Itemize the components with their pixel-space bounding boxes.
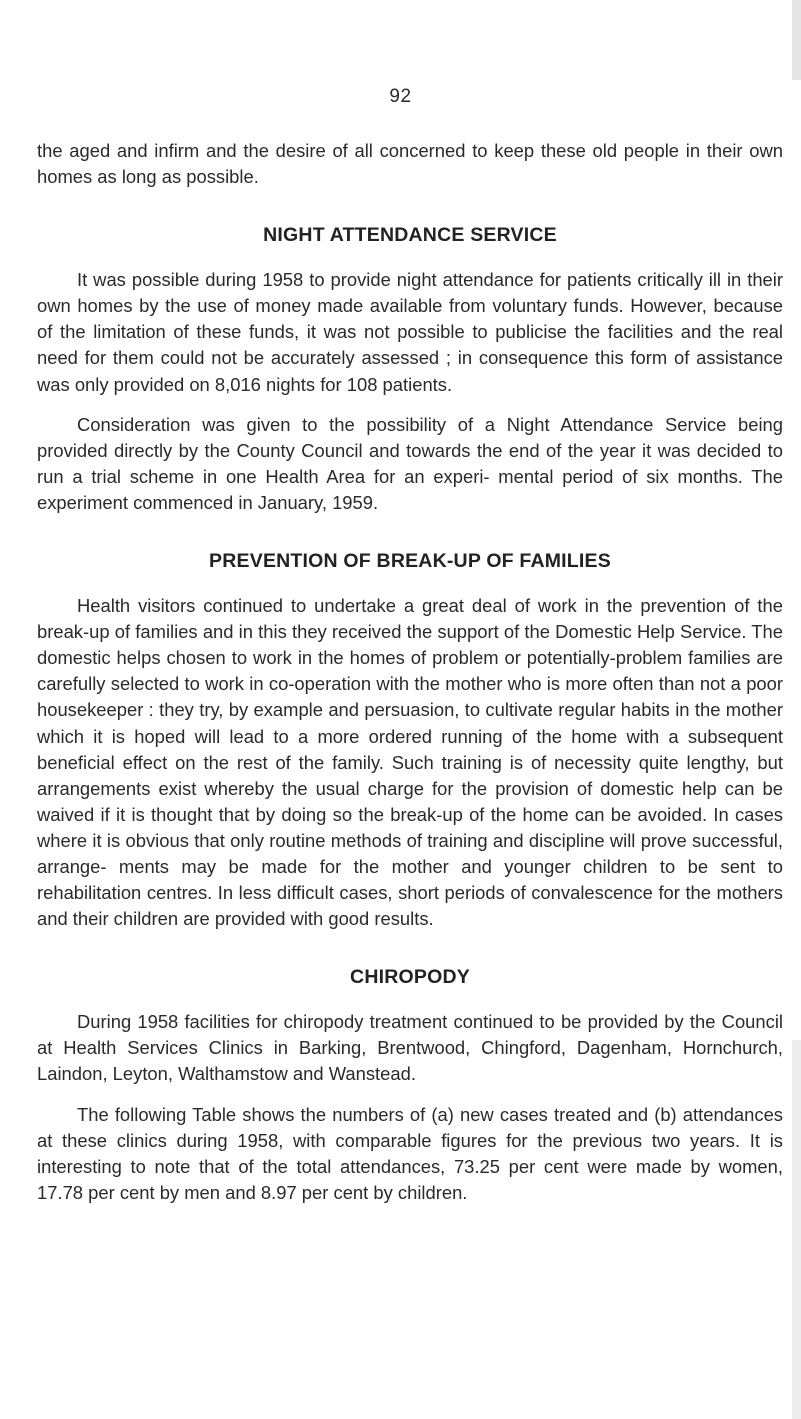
chiropody-paragraph-1: During 1958 facilities for chiropody treatment continued to be provided by the Council at Health Services Clinics in Barking, Brentwood, Chingford, Dagenham, Hornchurch, Laindon, Leyton, Walthamstow and Wanstead.	[37, 1011, 783, 1085]
page-edge-shadow-lower	[792, 1040, 801, 1419]
page-number: 92	[389, 86, 412, 107]
intro-paragraph: the aged and infirm and the desire of all concerned to keep these old people in their own homes as long as possible.	[37, 140, 783, 188]
prevention-heading: PREVENTION OF BREAK-UP OF FAMILIES	[209, 550, 611, 573]
night-attendance-paragraph-2: Consideration was given to the possibility of a Night Attendance Service being provided directly by the County Council and towards the end of the year it was decided to run a trial scheme in one Health Area for an experi- mental period of six months. The experiment commenced in January, 1959.	[37, 413, 783, 513]
page-content	[37, 138, 783, 1206]
chiropody-heading: CHIROPODY	[350, 966, 470, 989]
prevention-paragraph-1: Health visitors continued to undertake a great deal of work in the prevention of the break-up of families and in this they received the support of the Domestic Help Service. The domestic helps chosen to work in the homes of problem or potentially-problem families are carefully selected to work in co-operation with the mother who is more often than not a poor housekeeper : they try, by example and persuasion, to cultivate regular habits in the mother which it is hoped will lead to a more ordered running of the home with a subsequent beneficial effect on the rest of the family. Such training is of necessity quite lengthy, but arrangements exist whereby the usual charge for the provision of domestic help can be waived if it is thought that by doing so the break-up of the home can be avoided. In cases where it is obvious that only routine methods of training and discipline will prove successful, arrange- ments may be made for the mother and younger children to be sent to rehabilitation centres. In less difficult cases, short periods of convalescence for the mothers and their children are provided with good results.	[37, 595, 783, 930]
night-attendance-heading: NIGHT ATTENDANCE SERVICE	[263, 224, 557, 247]
page-edge-shadow	[792, 0, 801, 80]
chiropody-paragraph-2: The following Table shows the numbers of (a) new cases treated and (b) attendances at these clinics during 1958, with comparable figures for the previous two years. It is interesting to note that of the total attendances, 73.25 per cent were made by women, 17.78 per cent by men and 8.97 per cent by children.	[37, 1103, 783, 1203]
night-attendance-paragraph-1: It was possible during 1958 to provide night attendance for patients critically ill in their own homes by the use of money made available from voluntary funds. However, because of the limitation of these funds, it was not possible to publicise the facilities and the real need for them could not be accurately assessed ; in consequence this form of assistance was only provided on 8,016 nights for 108 patients.	[37, 269, 783, 395]
